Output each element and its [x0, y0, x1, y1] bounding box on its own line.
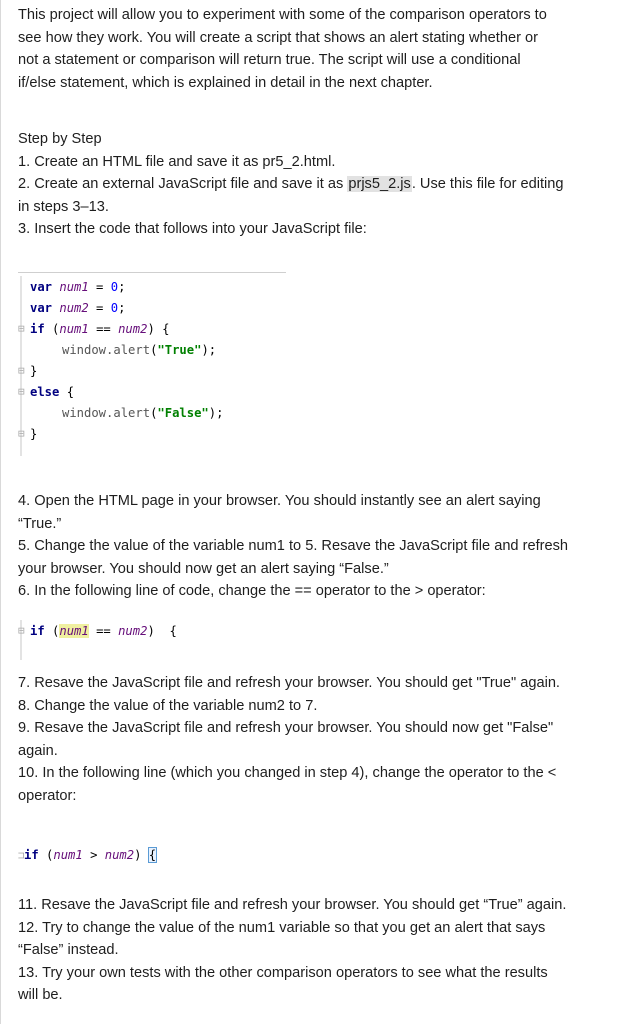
- code-keyword: if: [30, 624, 45, 638]
- code-line: [30, 624, 177, 638]
- step-13: 13. Try your own tests with the other comparison operators to see what the results: [18, 964, 548, 981]
- code-punct: (: [44, 322, 60, 336]
- code-object: window.: [62, 406, 114, 420]
- step-11: 11. Resave the JavaScript file and refresh your browser. You should get “True” again.: [18, 897, 567, 913]
- code-punct: {: [59, 385, 75, 399]
- code-snippet-greater: [18, 846, 218, 870]
- code-block-border: [18, 272, 286, 273]
- code-punct: (: [150, 406, 158, 420]
- code-punct: ;: [118, 280, 126, 294]
- step-2-text-end: . Use this file for editing: [411, 176, 564, 192]
- code-operator: ==: [88, 624, 119, 638]
- fold-close-icon[interactable]: ⊟: [18, 427, 25, 440]
- step-5-continued: your browser. You should now get an alert saying “False.”: [18, 560, 389, 577]
- code-keyword: var: [30, 301, 53, 315]
- code-operator: ==: [88, 322, 119, 336]
- code-brace: }: [30, 364, 38, 378]
- code-punct: ;: [118, 301, 126, 315]
- code-operator: >: [82, 848, 105, 862]
- fold-close-icon[interactable]: ⊟: [18, 364, 25, 377]
- step-4-continued: “True.”: [18, 515, 62, 532]
- step-9: 9. Resave the JavaScript file and refresh your browser. You should now get "False": [18, 720, 554, 736]
- intro-line: This project will allow you to experiment with some of the comparison operators to: [18, 7, 547, 23]
- code-number: 0: [110, 301, 119, 315]
- step-7: 7. Resave the JavaScript file and refresh your browser. You should get "True" again.: [18, 675, 560, 691]
- code-punct: (: [150, 343, 158, 357]
- step-12-continued: “False” instead.: [18, 942, 119, 958]
- filename-highlight: prjs5_2.js: [348, 176, 411, 192]
- code-block: [18, 272, 286, 458]
- step-13-continued: will be.: [18, 987, 63, 1003]
- steps-section-c: [18, 672, 593, 807]
- code-variable: num1: [59, 280, 89, 294]
- steps-section-b: [18, 490, 593, 603]
- steps-section-a: [18, 128, 593, 241]
- code-line: [30, 301, 125, 315]
- fold-open-icon[interactable]: ⊟: [18, 385, 25, 398]
- code-function: alert: [113, 406, 151, 420]
- fold-open-icon[interactable]: ⊟: [18, 624, 25, 637]
- code-variable: num2: [104, 848, 135, 862]
- steps-section-d: [18, 894, 593, 1007]
- step-8: 8. Change the value of the variable num2 to 7.: [18, 697, 318, 714]
- step-10-continued: operator:: [18, 787, 77, 804]
- code-line: [62, 406, 223, 420]
- code-line: [62, 343, 216, 357]
- code-line: [30, 322, 169, 336]
- code-punct: ) {: [147, 322, 170, 336]
- step-2-text: 2. Create an external JavaScript file and save it as: [18, 176, 348, 192]
- code-keyword: if: [30, 322, 45, 336]
- code-snippet-equals: [18, 620, 218, 662]
- step-12: 12. Try to change the value of the num1 variable so that you get an alert that says: [18, 919, 546, 936]
- step-6: 6. In the following line of code, change the == operator to the > operator:: [18, 583, 486, 599]
- code-brace: }: [30, 427, 38, 441]
- code-variable: num1: [53, 848, 83, 862]
- code-variable: num2: [118, 322, 148, 336]
- code-line: [30, 280, 125, 294]
- code-string: "True": [157, 343, 202, 357]
- code-operator: =: [88, 301, 111, 315]
- step-5: 5. Change the value of the variable num1 to 5. Resave the JavaScript file and refresh: [18, 538, 569, 554]
- code-punct: );: [208, 406, 224, 420]
- code-punct: );: [201, 343, 217, 357]
- intro-line: if/else statement, which is explained in detail in the next chapter.: [18, 74, 433, 91]
- step-4: 4. Open the HTML page in your browser. You should instantly see an alert saying: [18, 493, 541, 509]
- fold-open-icon[interactable]: ⊟: [18, 322, 25, 335]
- code-variable: num2: [118, 624, 148, 638]
- step-9-continued: again.: [18, 742, 58, 759]
- code-punct: ) {: [147, 624, 177, 638]
- code-number: 0: [110, 280, 119, 294]
- code-keyword: else: [30, 385, 60, 399]
- step-3: 3. Insert the code that follows into your JavaScript file:: [18, 221, 367, 237]
- fold-marker-icon[interactable]: ⊐: [18, 849, 25, 862]
- code-line: [30, 364, 37, 378]
- code-variable: num2: [59, 301, 89, 315]
- code-line: [30, 427, 37, 441]
- step-2: [18, 173, 593, 196]
- intro-paragraph: [18, 4, 593, 94]
- code-punct: (: [38, 848, 54, 862]
- intro-line: see how they work. You will create a script that shows an alert stating whether or: [18, 29, 538, 46]
- intro-line: not a statement or comparison will return true. The script will use a conditional: [18, 52, 521, 68]
- code-keyword: if: [24, 848, 39, 862]
- code-operator: =: [88, 280, 111, 294]
- page-border: [0, 0, 1, 1024]
- code-variable: num1: [59, 624, 89, 638]
- code-variable: num1: [59, 322, 89, 336]
- step-1: 1. Create an HTML file and save it as pr5_2.html.: [18, 153, 336, 170]
- code-line: [30, 385, 74, 399]
- code-object: window.: [62, 343, 114, 357]
- code-brace-highlighted: {: [148, 848, 157, 862]
- code-function: alert: [113, 343, 151, 357]
- code-punct: (: [44, 624, 60, 638]
- step-10: 10. In the following line (which you changed in step 4), change the operator to the <: [18, 765, 557, 781]
- step-heading: Step by Step: [18, 131, 102, 147]
- step-2-continued: in steps 3–13.: [18, 198, 109, 215]
- code-string: "False": [157, 406, 209, 420]
- code-punct: ): [134, 848, 149, 862]
- code-line: [24, 848, 156, 862]
- code-keyword: var: [30, 280, 53, 294]
